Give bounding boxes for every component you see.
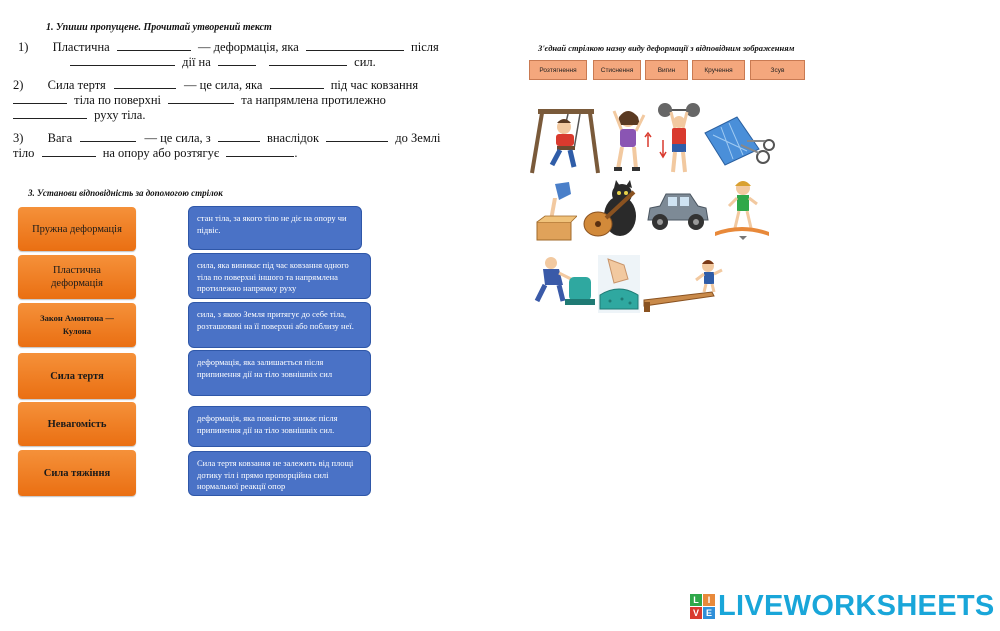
match-right-3[interactable]: сила, з якою Земля притягує до себе тіла, розташовані на її поверхні або поблизу неї. — [188, 302, 371, 348]
weightlifter-icon — [657, 100, 701, 175]
item2-line1: 2) Сила тертя — це сила, яка під час ковзання — [13, 78, 419, 92]
match-left-1[interactable]: Пружна деформація — [18, 207, 136, 251]
section3-title: 3. Установи відповідність за допомогою стрілок — [28, 188, 223, 198]
brand-name: LIVEWORKSHEETS — [718, 590, 995, 622]
liveworksheets-logo — [690, 590, 995, 623]
hand-press-sponge-icon — [598, 255, 640, 313]
blank-field[interactable] — [117, 40, 191, 51]
item2-line3: руху тіла. — [13, 108, 145, 123]
tag-torsion[interactable]: Кручення — [692, 60, 745, 80]
match-left-5[interactable]: Невагомість — [18, 402, 136, 446]
girl-on-board-icon — [713, 178, 771, 242]
car-icon — [644, 190, 710, 236]
blank-field[interactable] — [226, 146, 294, 157]
blank-field[interactable] — [306, 40, 404, 51]
blank-field[interactable] — [80, 131, 136, 142]
scissors-cutting-icon — [703, 115, 775, 173]
match-left-6[interactable]: Сила тяжіння — [18, 450, 136, 496]
section1-title: 1. Упиши пропущене. Прочитай утворений текст — [46, 22, 272, 33]
right-section-title: З'єднай стрілкою назву виду деформації з відповідним зображенням — [538, 43, 795, 53]
blank-field[interactable] — [13, 93, 67, 104]
tag-compression[interactable]: Стиснення — [593, 60, 641, 80]
item2-line2: тіла по поверхні та напрямлена протилежно — [13, 93, 386, 108]
blank-field[interactable] — [326, 131, 388, 142]
blank-field[interactable] — [269, 55, 347, 66]
tag-shear[interactable]: Зсув — [750, 60, 805, 80]
blank-field[interactable] — [168, 93, 234, 104]
match-right-6[interactable]: Сила тертя ковзання не залежить від площі дотику тіл і прямо пропорційна силі нормальної реакції опор — [188, 451, 371, 496]
stretching-girl-icon — [606, 105, 654, 175]
match-right-1[interactable]: стан тіла, за якого тіло не діє на опору чи підвіс. — [188, 206, 362, 250]
match-right-2[interactable]: сила, яка виникає під час ковзання одного тіла по поверхні іншого та напрямлена протилежно напрямку руху — [188, 253, 371, 299]
blank-field[interactable] — [42, 146, 96, 157]
match-left-4[interactable]: Сила тертя — [18, 353, 136, 399]
item3-line2: тіло на опору або розтягує . — [13, 146, 298, 160]
blank-field[interactable] — [13, 108, 87, 119]
tag-stretching[interactable]: Розтягнення — [529, 60, 587, 80]
match-left-2[interactable]: Пластична деформація — [18, 255, 136, 299]
item1-num: 1) — [18, 40, 29, 54]
hand-pressing-icon — [533, 180, 577, 242]
item1-line2: дії на сил. — [70, 55, 376, 70]
item3-line1: 3) Вага — це сила, з внаслідок до Землі — [13, 131, 441, 145]
diving-board-icon — [642, 258, 726, 312]
blank-field[interactable] — [114, 78, 176, 89]
blank-field[interactable] — [218, 55, 256, 66]
cat-guitar-icon — [580, 178, 642, 242]
blank-field[interactable] — [218, 131, 260, 142]
blank-field[interactable] — [270, 78, 324, 89]
swing-icon — [530, 105, 602, 175]
tag-bending[interactable]: Вигин — [645, 60, 688, 80]
match-left-3[interactable]: Закон Амонтона — Кулона — [18, 303, 136, 347]
item1-line1: 1) Пластична — деформація, яка після — [18, 40, 439, 54]
man-sitting-icon — [529, 255, 597, 307]
blank-field[interactable] — [70, 55, 175, 66]
match-right-5[interactable]: деформація, яка повністю зникає після припинення дії на тіло зовнішніх сил. — [188, 406, 371, 447]
match-right-4[interactable]: деформація, яка залишається після припинення дії на тіло зовнішніх сил — [188, 350, 371, 396]
logo-icon: L I V E — [690, 594, 715, 619]
